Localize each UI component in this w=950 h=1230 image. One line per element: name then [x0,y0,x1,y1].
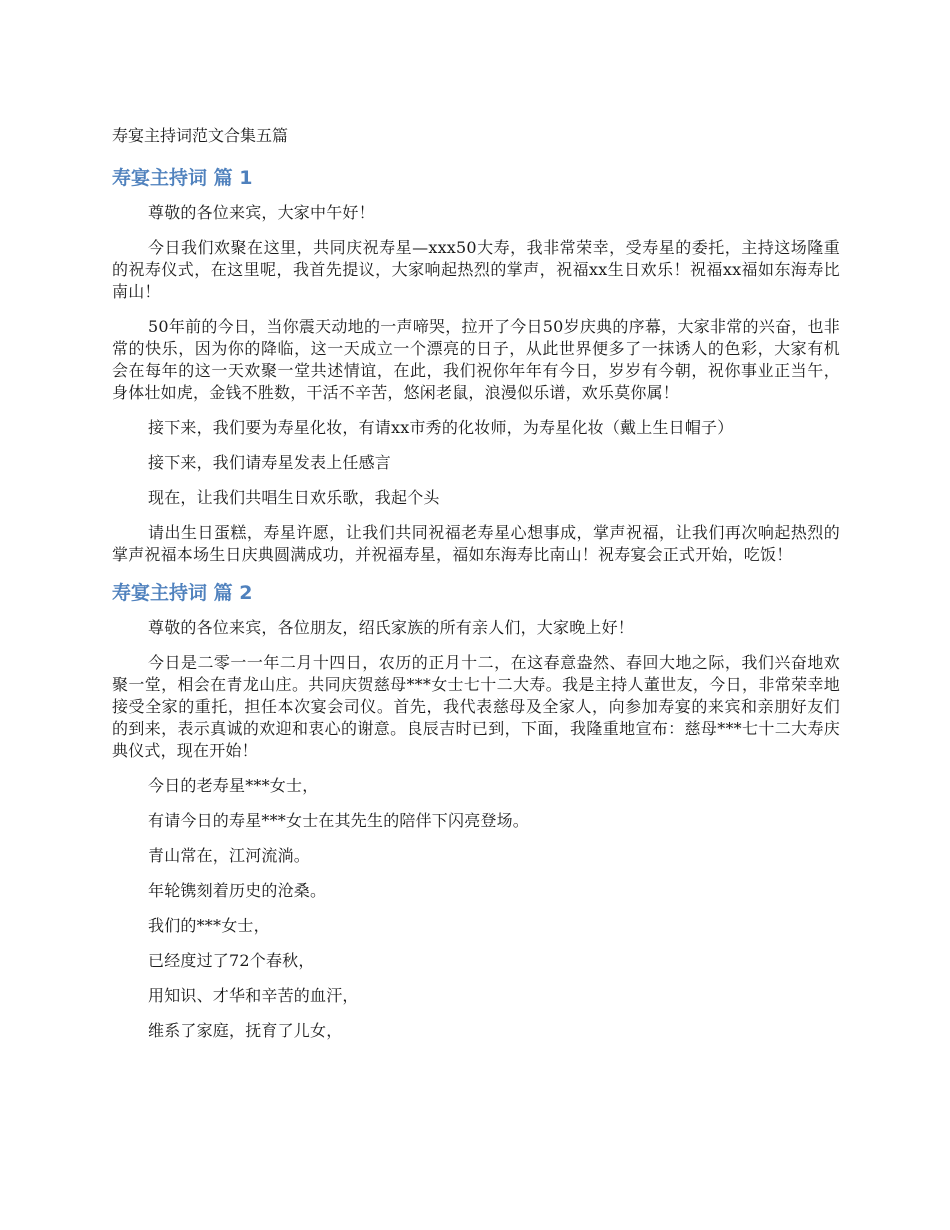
paragraph: 今日的老寿星***女士， [148,776,319,795]
paragraph: 尊敬的各位来宾，大家中午好！ [148,203,375,222]
paragraph: 青山常在，江河流淌。 [148,846,311,865]
section-heading: 寿宴主持词 篇 2 [112,582,253,604]
paragraph: 尊敬的各位来宾，各位朋友，绍氏家族的所有亲人们，大家晚上好！ [148,618,635,637]
paragraph: 现在，让我们共唱生日欢乐歌，我起个头 [148,488,440,507]
section-2 [112,579,840,1042]
paragraph: 我们的***女士， [148,916,270,935]
paragraph: 年轮镌刻着历史的沧桑。 [148,881,327,900]
paragraph: 有请今日的寿星***女士在其先生的陪伴下闪亮登场。 [148,811,530,830]
paragraph: 今日是二零一一年二月十四日，农历的正月十二，在这春意盎然、春回大地之际，我们兴奋地欢聚一堂，相会在青龙山庄。共同庆贺慈母***女士七十二大寿。我是主持人董世友，今日，非常荣幸地接受全家的重托，担任本次宴会司仪。首先，我代表慈母及全家人，向参加寿宴的来宾和亲朋好友们的到来，表示真诚的欢迎和衷心的谢意。良辰吉时已到，下面，我隆重地宣布：慈母***七十二大寿庆典仪式，现在开始！ [112,653,840,760]
section-heading: 寿宴主持词 篇 1 [112,167,253,189]
paragraph: 今日我们欢聚在这里，共同庆祝寿星—xxx50大寿，我非常荣幸，受寿星的委托，主持这场隆重的祝寿仪式，在这里呢，我首先提议，大家响起热烈的掌声，祝福xx生日欢乐！祝福xx福如东海寿比南山！ [112,238,840,301]
paragraph: 用知识、才华和辛苦的血汗， [148,986,359,1005]
paragraph: 50年前的今日，当你震天动地的一声啼哭，拉开了今日50岁庆典的序幕，大家非常的兴奋，也非常的快乐，因为你的降临，这一天成立一个漂亮的日子，从此世界便多了一抹诱人的色彩，大家有机会在每年的这一天欢聚一堂共述情谊，在此，我们祝你年年有今日，岁岁有今朝，祝你事业正当午，身体壮如虎，金钱不胜数，干活不辛苦，悠闲老鼠，浪漫似乐谱，欢乐莫你属！ [112,317,840,402]
document-title: 寿宴主持词范文合集五篇 [112,126,289,145]
paragraph: 已经度过了72个春秋， [148,951,315,970]
section-1 [112,164,840,566]
paragraph: 接下来，我们请寿星发表上任感言 [148,453,392,472]
paragraph: 请出生日蛋糕，寿星许愿，让我们共同祝福老寿星心想事成，掌声祝福，让我们再次响起热烈的掌声祝福本场生日庆典圆满成功，并祝福寿星，福如东海寿比南山！祝寿宴会正式开始，吃饭！ [112,523,840,564]
document-page [112,124,840,1055]
paragraph: 维系了家庭，抚育了儿女， [148,1021,343,1040]
paragraph: 接下来，我们要为寿星化妆，有请xx市秀的化妆师，为寿星化妆（戴上生日帽子） [148,418,734,437]
